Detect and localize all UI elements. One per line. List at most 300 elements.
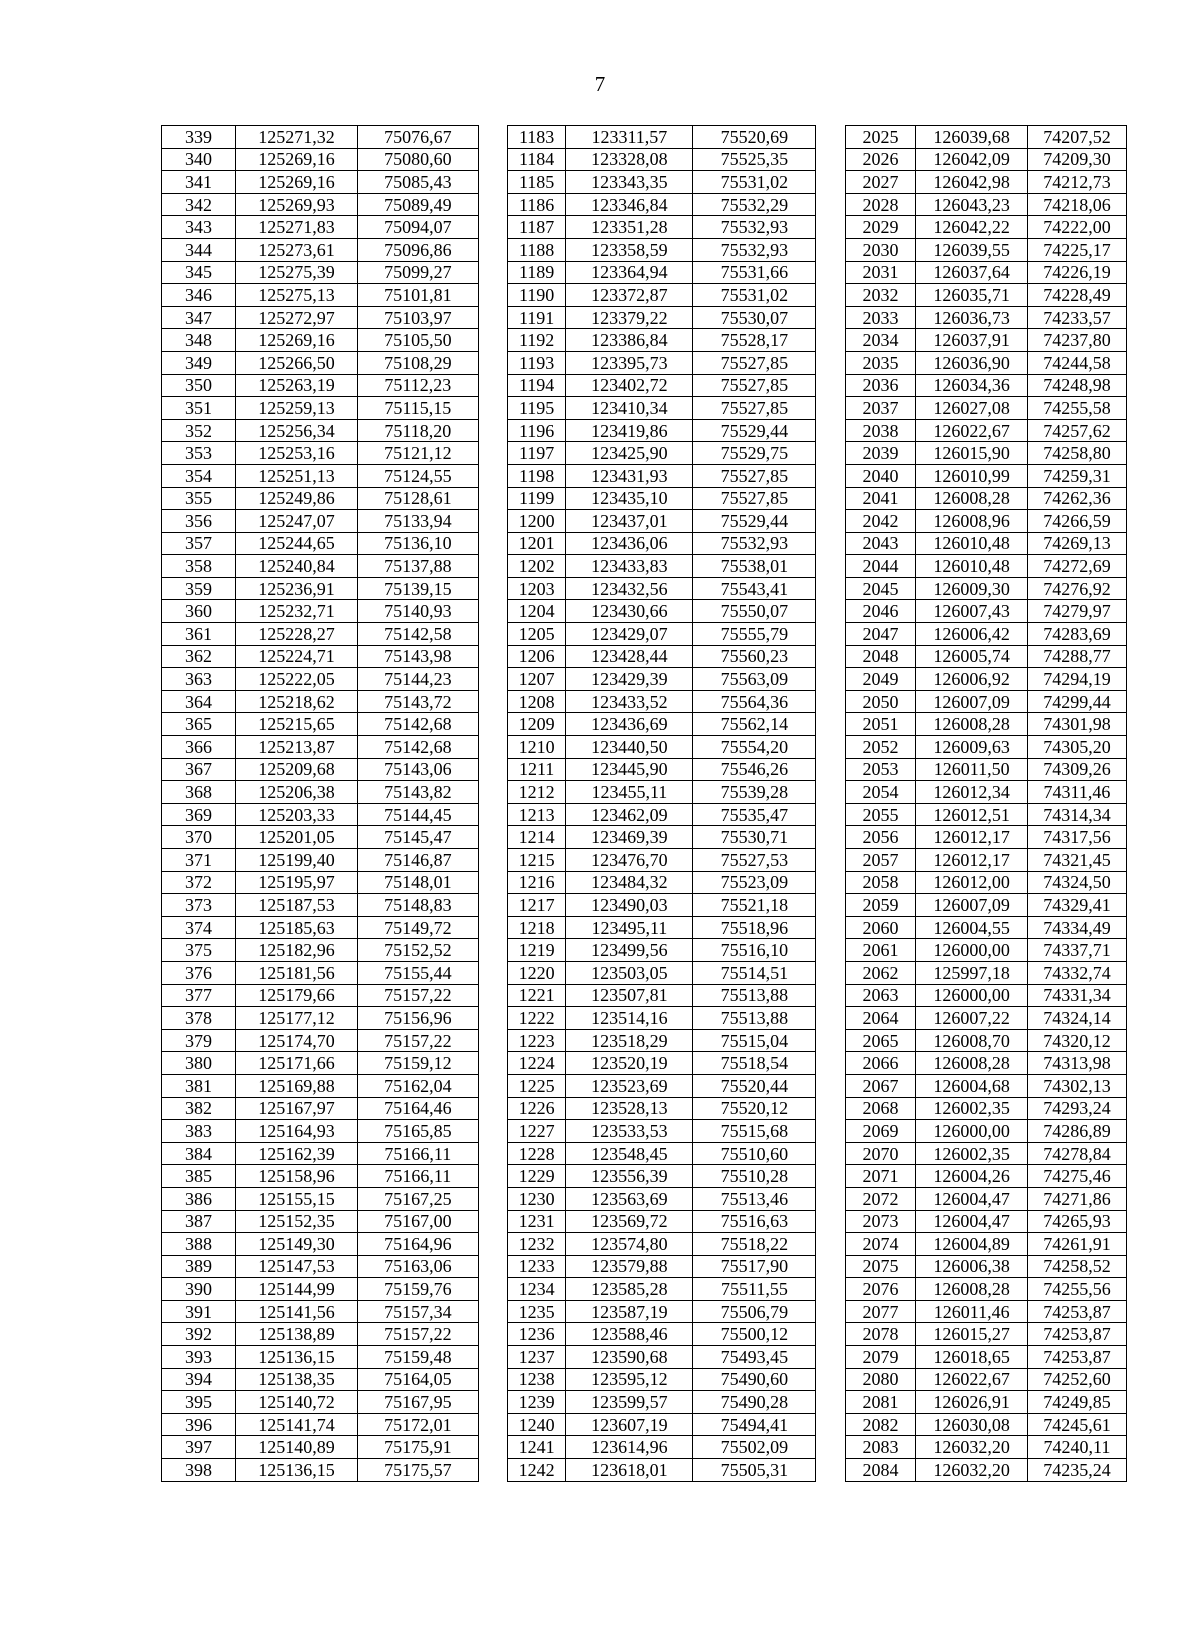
y-coordinate-2: 75527,85: [693, 487, 816, 510]
x-coordinate-1: 125164,93: [235, 1120, 357, 1143]
y-coordinate-2: 75550,07: [693, 600, 816, 623]
table-row: [162, 284, 1127, 307]
point-number-1: 389: [162, 1255, 236, 1278]
table-row: [162, 849, 1127, 872]
table-row: [162, 487, 1127, 510]
column-gap: [478, 306, 507, 329]
point-number-1: 355: [162, 487, 236, 510]
column-gap: [816, 1323, 845, 1346]
point-number-2: 1198: [507, 464, 565, 487]
y-coordinate-3: 74240,11: [1027, 1436, 1126, 1459]
column-gap: [816, 126, 845, 149]
column-gap: [478, 374, 507, 397]
y-coordinate-1: 75099,27: [357, 261, 478, 284]
point-number-2: 1234: [507, 1278, 565, 1301]
column-gap: [816, 577, 845, 600]
table-row: [162, 1142, 1127, 1165]
y-coordinate-2: 75514,51: [693, 961, 816, 984]
x-coordinate-2: 123533,53: [566, 1120, 693, 1143]
column-gap: [478, 1459, 507, 1482]
point-number-1: 398: [162, 1459, 236, 1482]
column-gap: [478, 1436, 507, 1459]
point-number-2: 1206: [507, 645, 565, 668]
column-gap: [816, 1368, 845, 1391]
point-number-2: 1224: [507, 1052, 565, 1075]
x-coordinate-2: 123311,57: [566, 126, 693, 149]
point-number-3: 2035: [845, 351, 916, 374]
point-number-1: 377: [162, 984, 236, 1007]
point-number-1: 375: [162, 939, 236, 962]
point-number-2: 1207: [507, 668, 565, 691]
y-coordinate-1: 75080,60: [357, 148, 478, 171]
x-coordinate-1: 125275,39: [235, 261, 357, 284]
point-number-2: 1219: [507, 939, 565, 962]
point-number-2: 1183: [507, 126, 565, 149]
point-number-3: 2040: [845, 464, 916, 487]
point-number-1: 349: [162, 351, 236, 374]
x-coordinate-2: 123328,08: [566, 148, 693, 171]
point-number-1: 378: [162, 1007, 236, 1030]
coordinates-table-body: [162, 126, 1127, 1482]
y-coordinate-3: 74255,58: [1027, 397, 1126, 420]
x-coordinate-2: 123514,16: [566, 1007, 693, 1030]
x-coordinate-3: 126036,90: [916, 351, 1028, 374]
column-gap: [478, 1097, 507, 1120]
x-coordinate-2: 123440,50: [566, 736, 693, 759]
y-coordinate-3: 74283,69: [1027, 623, 1126, 646]
column-gap: [816, 1391, 845, 1414]
column-gap: [816, 1436, 845, 1459]
column-gap: [816, 1097, 845, 1120]
x-coordinate-3: 126006,42: [916, 623, 1028, 646]
table-row: [162, 329, 1127, 352]
table-row: [162, 442, 1127, 465]
point-number-2: 1242: [507, 1459, 565, 1482]
y-coordinate-1: 75108,29: [357, 351, 478, 374]
y-coordinate-2: 75516,63: [693, 1210, 816, 1233]
y-coordinate-3: 74276,92: [1027, 577, 1126, 600]
x-coordinate-3: 126034,36: [916, 374, 1028, 397]
point-number-1: 380: [162, 1052, 236, 1075]
table-row: [162, 1052, 1127, 1075]
x-coordinate-3: 126007,09: [916, 894, 1028, 917]
point-number-2: 1211: [507, 758, 565, 781]
x-coordinate-1: 125244,65: [235, 532, 357, 555]
column-gap: [478, 1346, 507, 1369]
column-gap: [816, 894, 845, 917]
x-coordinate-1: 125206,38: [235, 781, 357, 804]
x-coordinate-2: 123518,29: [566, 1029, 693, 1052]
x-coordinate-3: 126007,43: [916, 600, 1028, 623]
x-coordinate-1: 125222,05: [235, 668, 357, 691]
y-coordinate-2: 75531,02: [693, 284, 816, 307]
y-coordinate-3: 74207,52: [1027, 126, 1126, 149]
column-gap: [816, 284, 845, 307]
column-gap: [478, 1165, 507, 1188]
point-number-3: 2058: [845, 871, 916, 894]
y-coordinate-3: 74293,24: [1027, 1097, 1126, 1120]
column-gap: [478, 645, 507, 668]
x-coordinate-2: 123351,28: [566, 216, 693, 239]
table-row: [162, 148, 1127, 171]
x-coordinate-1: 125256,34: [235, 419, 357, 442]
y-coordinate-1: 75175,91: [357, 1436, 478, 1459]
column-gap: [816, 1210, 845, 1233]
x-coordinate-3: 126043,23: [916, 193, 1028, 216]
x-coordinate-2: 123431,93: [566, 464, 693, 487]
y-coordinate-3: 74314,34: [1027, 803, 1126, 826]
x-coordinate-1: 125232,71: [235, 600, 357, 623]
y-coordinate-2: 75527,53: [693, 849, 816, 872]
point-number-3: 2047: [845, 623, 916, 646]
y-coordinate-3: 74222,00: [1027, 216, 1126, 239]
x-coordinate-1: 125236,91: [235, 577, 357, 600]
x-coordinate-2: 123343,35: [566, 171, 693, 194]
y-coordinate-3: 74294,19: [1027, 668, 1126, 691]
y-coordinate-2: 75523,09: [693, 871, 816, 894]
y-coordinate-3: 74305,20: [1027, 736, 1126, 759]
point-number-1: 382: [162, 1097, 236, 1120]
y-coordinate-3: 74257,62: [1027, 419, 1126, 442]
x-coordinate-1: 125269,16: [235, 171, 357, 194]
y-coordinate-2: 75529,44: [693, 510, 816, 533]
point-number-3: 2039: [845, 442, 916, 465]
y-coordinate-2: 75505,31: [693, 1459, 816, 1482]
x-coordinate-3: 126032,20: [916, 1459, 1028, 1482]
x-coordinate-3: 126036,73: [916, 306, 1028, 329]
column-gap: [478, 826, 507, 849]
y-coordinate-2: 75562,14: [693, 713, 816, 736]
y-coordinate-2: 75510,60: [693, 1142, 816, 1165]
y-coordinate-2: 75539,28: [693, 781, 816, 804]
column-gap: [816, 261, 845, 284]
column-gap: [816, 1029, 845, 1052]
x-coordinate-1: 125144,99: [235, 1278, 357, 1301]
y-coordinate-2: 75525,35: [693, 148, 816, 171]
y-coordinate-3: 74272,69: [1027, 555, 1126, 578]
column-gap: [816, 961, 845, 984]
point-number-2: 1218: [507, 916, 565, 939]
x-coordinate-2: 123437,01: [566, 510, 693, 533]
point-number-1: 343: [162, 216, 236, 239]
y-coordinate-2: 75527,85: [693, 351, 816, 374]
y-coordinate-2: 75527,85: [693, 374, 816, 397]
column-gap: [816, 329, 845, 352]
y-coordinate-1: 75112,23: [357, 374, 478, 397]
y-coordinate-2: 75517,90: [693, 1255, 816, 1278]
point-number-3: 2048: [845, 645, 916, 668]
point-number-3: 2031: [845, 261, 916, 284]
y-coordinate-2: 75535,47: [693, 803, 816, 826]
table-row: [162, 984, 1127, 1007]
column-gap: [478, 487, 507, 510]
x-coordinate-3: 126011,46: [916, 1300, 1028, 1323]
table-row: [162, 1413, 1127, 1436]
column-gap: [478, 532, 507, 555]
point-number-2: 1208: [507, 690, 565, 713]
y-coordinate-1: 75103,97: [357, 306, 478, 329]
y-coordinate-3: 74265,93: [1027, 1210, 1126, 1233]
x-coordinate-2: 123499,56: [566, 939, 693, 962]
column-gap: [816, 374, 845, 397]
column-gap: [816, 238, 845, 261]
point-number-2: 1192: [507, 329, 565, 352]
point-number-2: 1201: [507, 532, 565, 555]
x-coordinate-3: 126004,68: [916, 1074, 1028, 1097]
table-row: [162, 1210, 1127, 1233]
point-number-1: 370: [162, 826, 236, 849]
table-row: [162, 803, 1127, 826]
y-coordinate-1: 75162,04: [357, 1074, 478, 1097]
x-coordinate-2: 123469,39: [566, 826, 693, 849]
y-coordinate-1: 75152,52: [357, 939, 478, 962]
point-number-3: 2081: [845, 1391, 916, 1414]
column-gap: [478, 171, 507, 194]
x-coordinate-1: 125253,16: [235, 442, 357, 465]
x-coordinate-2: 123585,28: [566, 1278, 693, 1301]
x-coordinate-2: 123428,44: [566, 645, 693, 668]
point-number-2: 1193: [507, 351, 565, 374]
y-coordinate-3: 74261,91: [1027, 1233, 1126, 1256]
table-row: [162, 894, 1127, 917]
point-number-3: 2082: [845, 1413, 916, 1436]
table-row: [162, 419, 1127, 442]
point-number-3: 2069: [845, 1120, 916, 1143]
x-coordinate-3: 126018,65: [916, 1346, 1028, 1369]
y-coordinate-1: 75144,23: [357, 668, 478, 691]
y-coordinate-1: 75142,68: [357, 713, 478, 736]
y-coordinate-1: 75085,43: [357, 171, 478, 194]
column-gap: [816, 849, 845, 872]
table-row: [162, 916, 1127, 939]
x-coordinate-3: 126002,35: [916, 1097, 1028, 1120]
point-number-3: 2078: [845, 1323, 916, 1346]
point-number-3: 2038: [845, 419, 916, 442]
x-coordinate-3: 126008,70: [916, 1029, 1028, 1052]
x-coordinate-1: 125185,63: [235, 916, 357, 939]
y-coordinate-3: 74311,46: [1027, 781, 1126, 804]
point-number-3: 2041: [845, 487, 916, 510]
point-number-1: 395: [162, 1391, 236, 1414]
x-coordinate-1: 125201,05: [235, 826, 357, 849]
point-number-3: 2034: [845, 329, 916, 352]
x-coordinate-3: 126012,17: [916, 849, 1028, 872]
y-coordinate-1: 75157,22: [357, 1323, 478, 1346]
column-gap: [478, 555, 507, 578]
point-number-1: 394: [162, 1368, 236, 1391]
y-coordinate-1: 75146,87: [357, 849, 478, 872]
point-number-2: 1210: [507, 736, 565, 759]
y-coordinate-3: 74321,45: [1027, 849, 1126, 872]
x-coordinate-2: 123364,94: [566, 261, 693, 284]
y-coordinate-2: 75520,12: [693, 1097, 816, 1120]
point-number-3: 2049: [845, 668, 916, 691]
y-coordinate-2: 75564,36: [693, 690, 816, 713]
point-number-3: 2076: [845, 1278, 916, 1301]
y-coordinate-2: 75518,22: [693, 1233, 816, 1256]
x-coordinate-1: 125177,12: [235, 1007, 357, 1030]
y-coordinate-3: 74299,44: [1027, 690, 1126, 713]
y-coordinate-1: 75133,94: [357, 510, 478, 533]
y-coordinate-3: 74233,57: [1027, 306, 1126, 329]
x-coordinate-3: 126002,35: [916, 1142, 1028, 1165]
point-number-1: 371: [162, 849, 236, 872]
point-number-2: 1184: [507, 148, 565, 171]
point-number-3: 2057: [845, 849, 916, 872]
y-coordinate-2: 75494,41: [693, 1413, 816, 1436]
y-coordinate-2: 75493,45: [693, 1346, 816, 1369]
point-number-2: 1212: [507, 781, 565, 804]
x-coordinate-3: 126004,47: [916, 1210, 1028, 1233]
table-row: [162, 1391, 1127, 1414]
y-coordinate-1: 75167,25: [357, 1187, 478, 1210]
x-coordinate-3: 126012,34: [916, 781, 1028, 804]
point-number-3: 2033: [845, 306, 916, 329]
point-number-2: 1194: [507, 374, 565, 397]
x-coordinate-3: 126039,68: [916, 126, 1028, 149]
x-coordinate-2: 123432,56: [566, 577, 693, 600]
y-coordinate-2: 75506,79: [693, 1300, 816, 1323]
x-coordinate-2: 123410,34: [566, 397, 693, 420]
point-number-2: 1239: [507, 1391, 565, 1414]
point-number-3: 2064: [845, 1007, 916, 1030]
table-row: [162, 1255, 1127, 1278]
column-gap: [816, 510, 845, 533]
table-row: [162, 1165, 1127, 1188]
y-coordinate-1: 75159,48: [357, 1346, 478, 1369]
x-coordinate-1: 125182,96: [235, 939, 357, 962]
y-coordinate-3: 74286,89: [1027, 1120, 1126, 1143]
x-coordinate-1: 125271,83: [235, 216, 357, 239]
y-coordinate-3: 74329,41: [1027, 894, 1126, 917]
point-number-2: 1226: [507, 1097, 565, 1120]
column-gap: [816, 1233, 845, 1256]
point-number-2: 1238: [507, 1368, 565, 1391]
column-gap: [478, 668, 507, 691]
y-coordinate-1: 75166,11: [357, 1142, 478, 1165]
column-gap: [478, 193, 507, 216]
x-coordinate-1: 125136,15: [235, 1459, 357, 1482]
y-coordinate-2: 75516,10: [693, 939, 816, 962]
table-row: [162, 126, 1127, 149]
y-coordinate-2: 75538,01: [693, 555, 816, 578]
x-coordinate-1: 125266,50: [235, 351, 357, 374]
point-number-3: 2075: [845, 1255, 916, 1278]
point-number-2: 1209: [507, 713, 565, 736]
point-number-3: 2028: [845, 193, 916, 216]
x-coordinate-2: 123402,72: [566, 374, 693, 397]
point-number-2: 1225: [507, 1074, 565, 1097]
x-coordinate-1: 125272,97: [235, 306, 357, 329]
x-coordinate-2: 123433,52: [566, 690, 693, 713]
x-coordinate-3: 126007,22: [916, 1007, 1028, 1030]
point-number-2: 1188: [507, 238, 565, 261]
y-coordinate-2: 75529,75: [693, 442, 816, 465]
point-number-2: 1229: [507, 1165, 565, 1188]
column-gap: [816, 464, 845, 487]
point-number-3: 2074: [845, 1233, 916, 1256]
y-coordinate-2: 75531,02: [693, 171, 816, 194]
x-coordinate-3: 126009,63: [916, 736, 1028, 759]
point-number-1: 357: [162, 532, 236, 555]
column-gap: [478, 1120, 507, 1143]
x-coordinate-3: 126000,00: [916, 984, 1028, 1007]
point-number-1: 365: [162, 713, 236, 736]
point-number-2: 1237: [507, 1346, 565, 1369]
y-coordinate-3: 74288,77: [1027, 645, 1126, 668]
point-number-1: 341: [162, 171, 236, 194]
point-number-3: 2054: [845, 781, 916, 804]
y-coordinate-3: 74244,58: [1027, 351, 1126, 374]
x-coordinate-3: 126022,67: [916, 1368, 1028, 1391]
point-number-2: 1223: [507, 1029, 565, 1052]
point-number-2: 1185: [507, 171, 565, 194]
point-number-3: 2061: [845, 939, 916, 962]
point-number-1: 339: [162, 126, 236, 149]
x-coordinate-1: 125138,89: [235, 1323, 357, 1346]
column-gap: [816, 736, 845, 759]
column-gap: [478, 238, 507, 261]
x-coordinate-3: 126030,08: [916, 1413, 1028, 1436]
point-number-3: 2068: [845, 1097, 916, 1120]
y-coordinate-3: 74253,87: [1027, 1300, 1126, 1323]
table-row: [162, 261, 1127, 284]
x-coordinate-3: 126004,89: [916, 1233, 1028, 1256]
point-number-3: 2073: [845, 1210, 916, 1233]
column-gap: [478, 1052, 507, 1075]
column-gap: [478, 894, 507, 917]
y-coordinate-3: 74258,80: [1027, 442, 1126, 465]
point-number-1: 376: [162, 961, 236, 984]
y-coordinate-2: 75563,09: [693, 668, 816, 691]
y-coordinate-2: 75532,29: [693, 193, 816, 216]
point-number-2: 1187: [507, 216, 565, 239]
y-coordinate-1: 75096,86: [357, 238, 478, 261]
y-coordinate-1: 75144,45: [357, 803, 478, 826]
point-number-2: 1190: [507, 284, 565, 307]
point-number-2: 1240: [507, 1413, 565, 1436]
x-coordinate-2: 123587,19: [566, 1300, 693, 1323]
column-gap: [816, 713, 845, 736]
column-gap: [478, 510, 507, 533]
y-coordinate-2: 75527,85: [693, 397, 816, 420]
point-number-3: 2071: [845, 1165, 916, 1188]
point-number-2: 1227: [507, 1120, 565, 1143]
point-number-1: 359: [162, 577, 236, 600]
x-coordinate-1: 125259,13: [235, 397, 357, 420]
point-number-3: 2026: [845, 148, 916, 171]
y-coordinate-1: 75164,05: [357, 1368, 478, 1391]
table-row: [162, 193, 1127, 216]
point-number-3: 2077: [845, 1300, 916, 1323]
column-gap: [478, 916, 507, 939]
y-coordinate-1: 75076,67: [357, 126, 478, 149]
x-coordinate-1: 125269,93: [235, 193, 357, 216]
column-gap: [478, 419, 507, 442]
point-number-3: 2060: [845, 916, 916, 939]
y-coordinate-3: 74324,14: [1027, 1007, 1126, 1030]
y-coordinate-1: 75124,55: [357, 464, 478, 487]
x-coordinate-2: 123523,69: [566, 1074, 693, 1097]
x-coordinate-3: 126005,74: [916, 645, 1028, 668]
point-number-1: 392: [162, 1323, 236, 1346]
x-coordinate-2: 123435,10: [566, 487, 693, 510]
x-coordinate-3: 126026,91: [916, 1391, 1028, 1414]
point-number-1: 366: [162, 736, 236, 759]
y-coordinate-2: 75546,26: [693, 758, 816, 781]
column-gap: [816, 826, 845, 849]
point-number-3: 2059: [845, 894, 916, 917]
